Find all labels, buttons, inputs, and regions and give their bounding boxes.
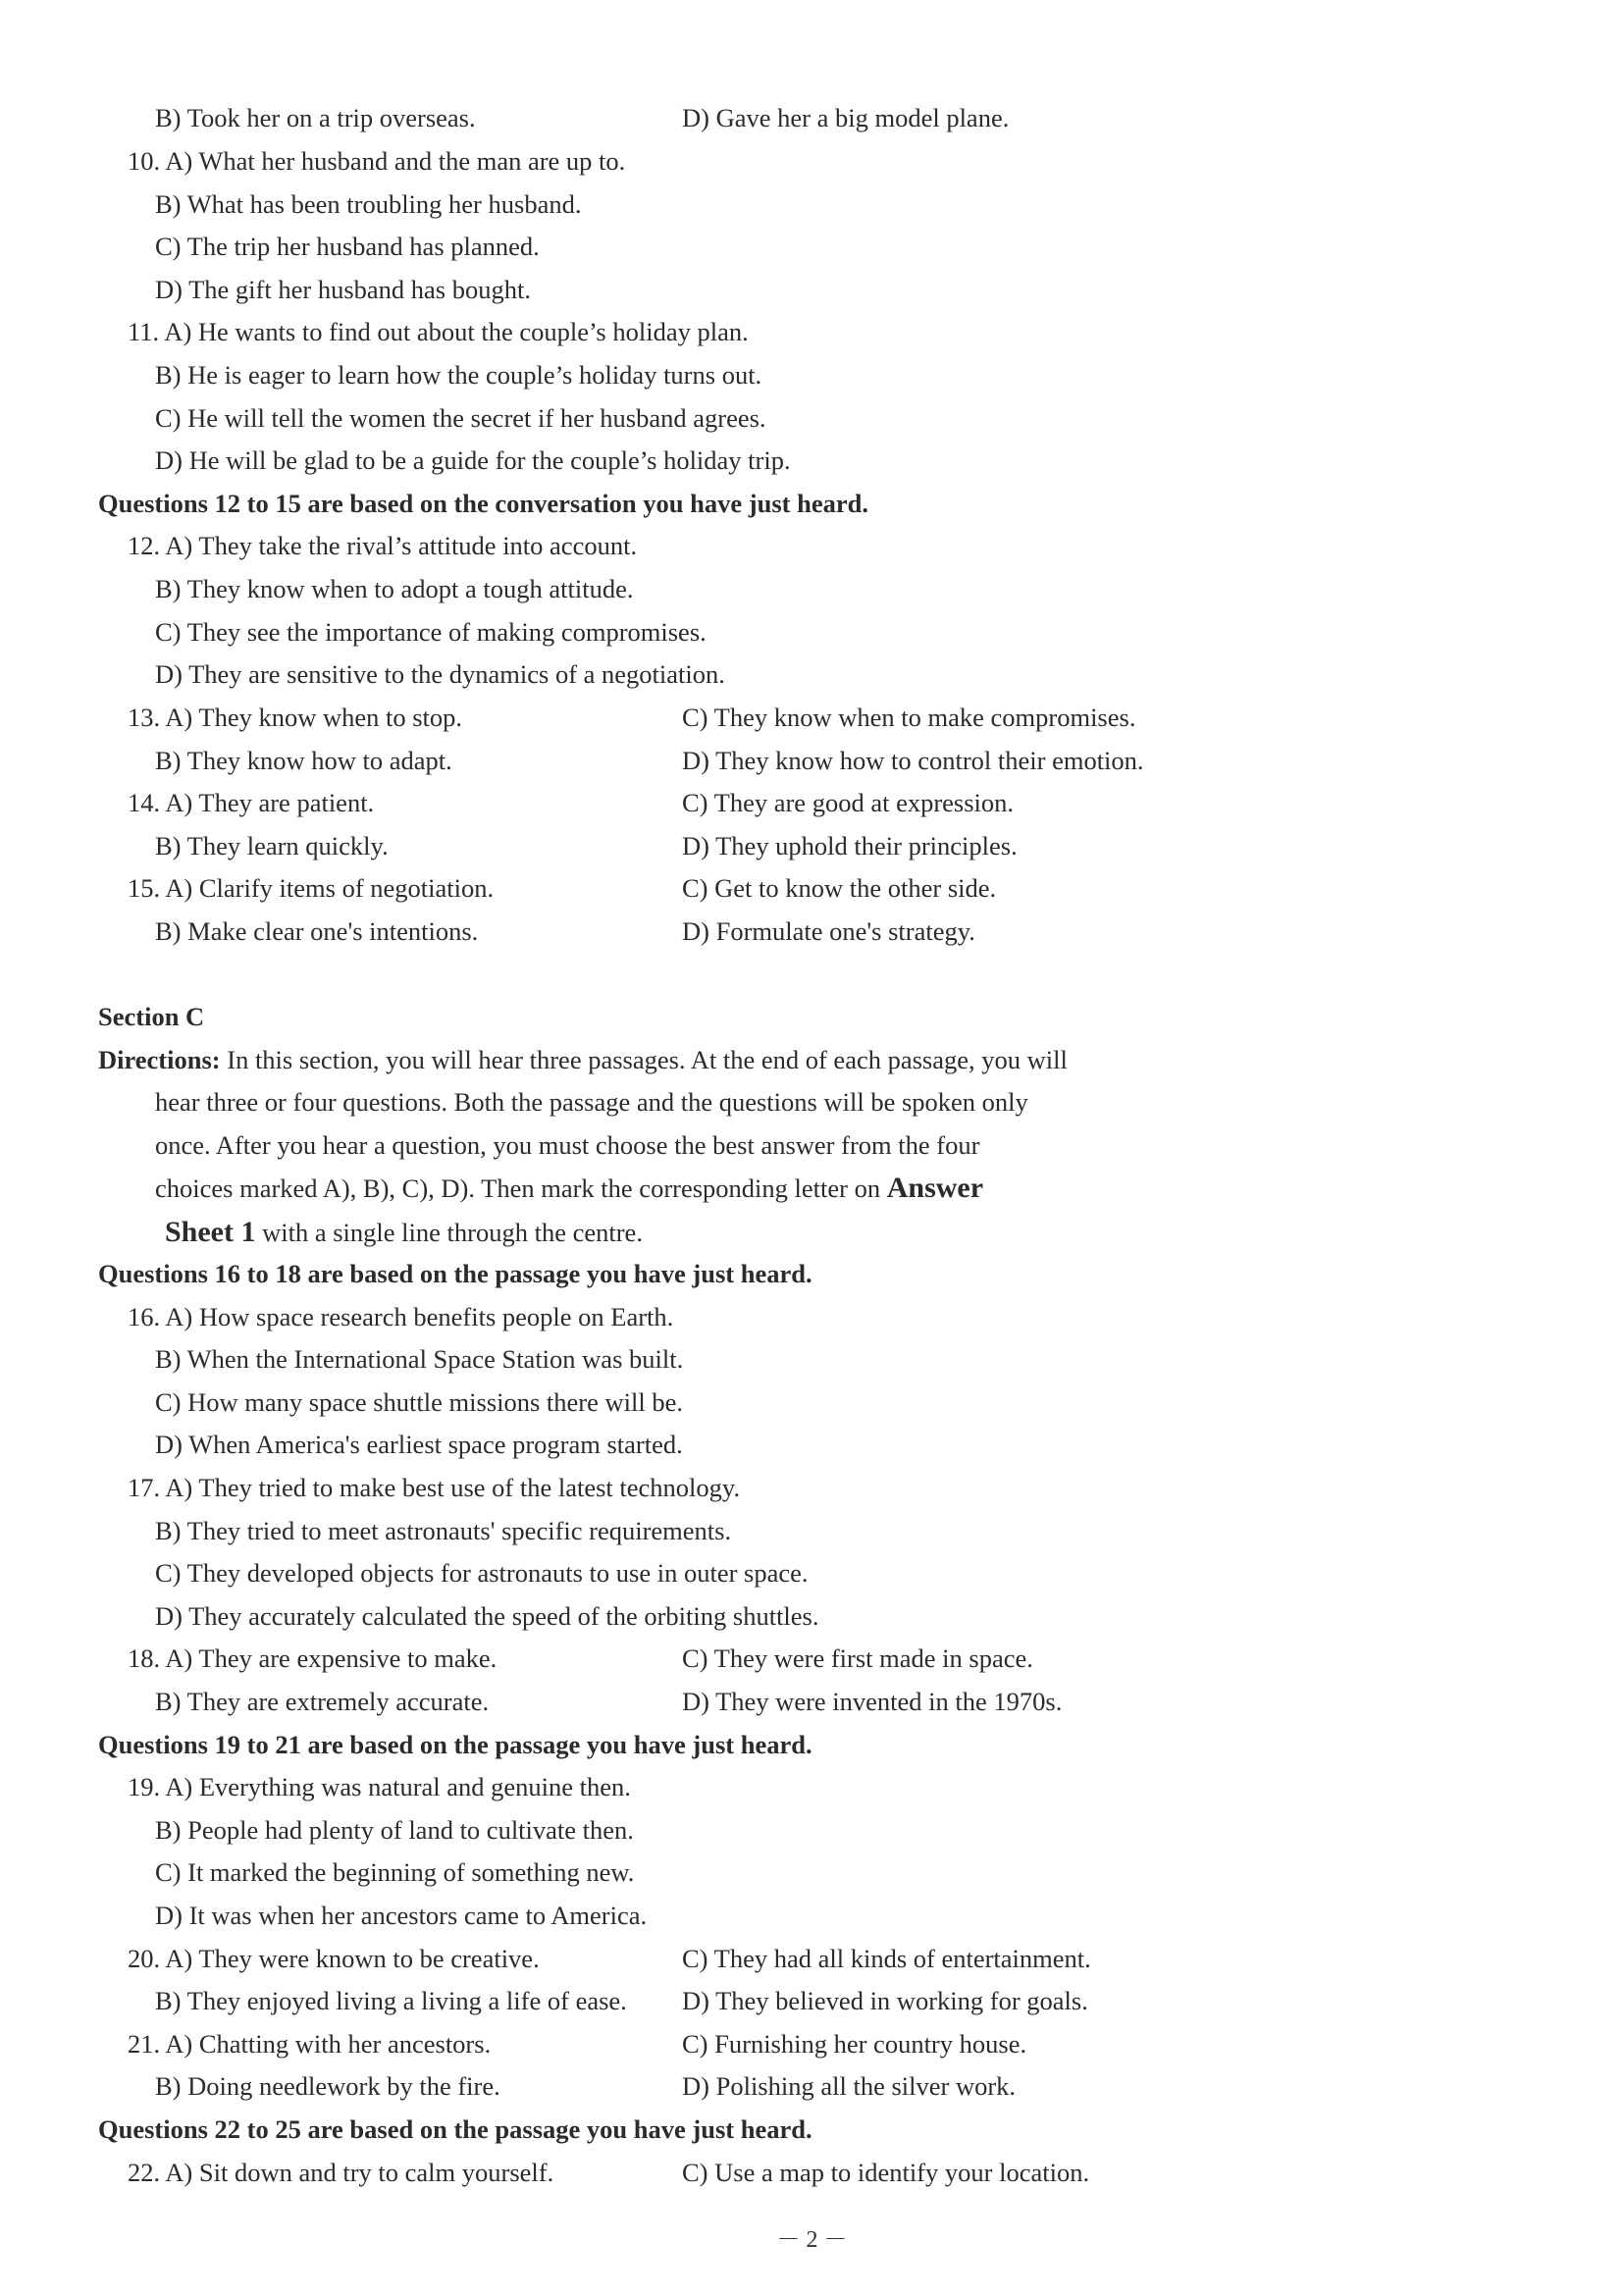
option-19c: C) It marked the beginning of something new. — [155, 1857, 635, 1887]
option-20b: B) They enjoyed living a living a life of ease. — [155, 1986, 627, 2015]
option-10c: C) The trip her husband has planned. — [155, 232, 540, 261]
question-20-option-a: 20. A) They were known to be creative. — [128, 1944, 540, 1973]
option-13c: C) They know when to make compromises. — [682, 703, 1136, 732]
directions-text-1: In this section, you will hear three passages. At the end of each passage, you will — [220, 1045, 1068, 1074]
option-9b: B) Took her on a trip overseas. — [155, 103, 476, 132]
option-17c: C) They developed objects for astronauts to use in outer space. — [155, 1558, 809, 1588]
question-13-option-a: 13. A) They know when to stop. — [128, 703, 463, 732]
directions-line-3: once. After you hear a question, you must choose the best answer from the four — [155, 1130, 980, 1160]
question-10-option-a: 10. A) What her husband and the man are up to. — [128, 146, 626, 176]
option-21c: C) Furnishing her country house. — [682, 2029, 1027, 2059]
directions-line-4 — [155, 1173, 983, 1204]
answer-sheet-bold-2: Sheet 1 — [165, 1216, 256, 1248]
option-13d: D) They know how to control their emotion. — [682, 746, 1144, 775]
directions-line-2: hear three or four questions. Both the passage and the questions will be spoken only — [155, 1087, 1028, 1117]
directions-line-1 — [98, 1044, 1068, 1075]
option-16c: C) How many space shuttle missions there will be. — [155, 1387, 684, 1417]
option-12c: C) They see the importance of making compromises. — [155, 617, 707, 647]
option-15b: B) Make clear one's intentions. — [155, 916, 479, 946]
option-17b: B) They tried to meet astronauts' specific requirements. — [155, 1516, 732, 1545]
question-14-option-a: 14. A) They are patient. — [128, 788, 375, 817]
directions-text-4: choices marked A), B), C), D). Then mark the corresponding letter on — [155, 1174, 887, 1203]
option-15c: C) Get to know the other side. — [682, 873, 997, 903]
questions-12-15-heading: Questions 12 to 15 are based on the conversation you have just heard. — [98, 489, 868, 518]
option-20c: C) They had all kinds of entertainment. — [682, 1944, 1091, 1973]
option-18d: D) They were invented in the 1970s. — [682, 1687, 1063, 1716]
option-16b: B) When the International Space Station was built. — [155, 1344, 684, 1374]
option-16d: D) When America's earliest space program started. — [155, 1430, 683, 1459]
option-13b: B) They know how to adapt. — [155, 746, 452, 775]
option-18b: B) They are extremely accurate. — [155, 1687, 490, 1716]
option-12d: D) They are sensitive to the dynamics of a negotiation. — [155, 659, 725, 689]
option-19b: B) People had plenty of land to cultivate then. — [155, 1815, 634, 1845]
question-11-option-a: 11. A) He wants to find out about the couple’s holiday plan. — [128, 317, 749, 346]
option-19d: D) It was when her ancestors came to America. — [155, 1901, 648, 1930]
directions-text-5: with a single line through the centre. — [255, 1218, 643, 1247]
option-14b: B) They learn quickly. — [155, 831, 389, 861]
questions-22-25-heading: Questions 22 to 25 are based on the passage you have just heard. — [98, 2114, 812, 2144]
question-19-option-a: 19. A) Everything was natural and genuine then. — [128, 1772, 631, 1801]
option-10b: B) What has been troubling her husband. — [155, 189, 582, 219]
question-12-option-a: 12. A) They take the rival’s attitude into account. — [128, 531, 638, 560]
option-11c: C) He will tell the women the secret if her husband agrees. — [155, 403, 766, 433]
option-17d: D) They accurately calculated the speed of the orbiting shuttles. — [155, 1601, 819, 1631]
option-20d: D) They believed in working for goals. — [682, 1986, 1088, 2015]
option-11b: B) He is eager to learn how the couple’s holiday turns out. — [155, 360, 762, 390]
question-17-option-a: 17. A) They tried to make best use of the latest technology. — [128, 1473, 741, 1502]
directions-label: Directions: — [98, 1045, 221, 1074]
directions-line-5 — [165, 1217, 643, 1248]
option-22c: C) Use a map to identify your location. — [682, 2158, 1090, 2187]
option-12b: B) They know when to adopt a tough attitude. — [155, 574, 634, 603]
option-18c: C) They were first made in space. — [682, 1643, 1033, 1673]
option-21d: D) Polishing all the silver work. — [682, 2071, 1017, 2101]
question-22-option-a: 22. A) Sit down and try to calm yourself. — [128, 2158, 554, 2187]
question-21-option-a: 21. A) Chatting with her ancestors. — [128, 2029, 492, 2059]
option-14c: C) They are good at expression. — [682, 788, 1015, 817]
question-15-option-a: 15. A) Clarify items of negotiation. — [128, 873, 495, 903]
page-number: － 2 － — [776, 2227, 848, 2253]
option-11d: D) He will be glad to be a guide for the couple’s holiday trip. — [155, 445, 791, 475]
questions-19-21-heading: Questions 19 to 21 are based on the passage you have just heard. — [98, 1730, 812, 1759]
option-21b: B) Doing needlework by the fire. — [155, 2071, 500, 2101]
answer-sheet-bold-1: Answer — [886, 1172, 984, 1204]
option-14d: D) They uphold their principles. — [682, 831, 1018, 861]
option-10d: D) The gift her husband has bought. — [155, 275, 531, 304]
option-15d: D) Formulate one's strategy. — [682, 916, 975, 946]
questions-16-18-heading: Questions 16 to 18 are based on the passage you have just heard. — [98, 1259, 812, 1288]
question-16-option-a: 16. A) How space research benefits people on Earth. — [128, 1302, 674, 1331]
option-9d: D) Gave her a big model plane. — [682, 103, 1010, 132]
section-c-heading: Section C — [98, 1002, 205, 1031]
question-18-option-a: 18. A) They are expensive to make. — [128, 1643, 498, 1673]
